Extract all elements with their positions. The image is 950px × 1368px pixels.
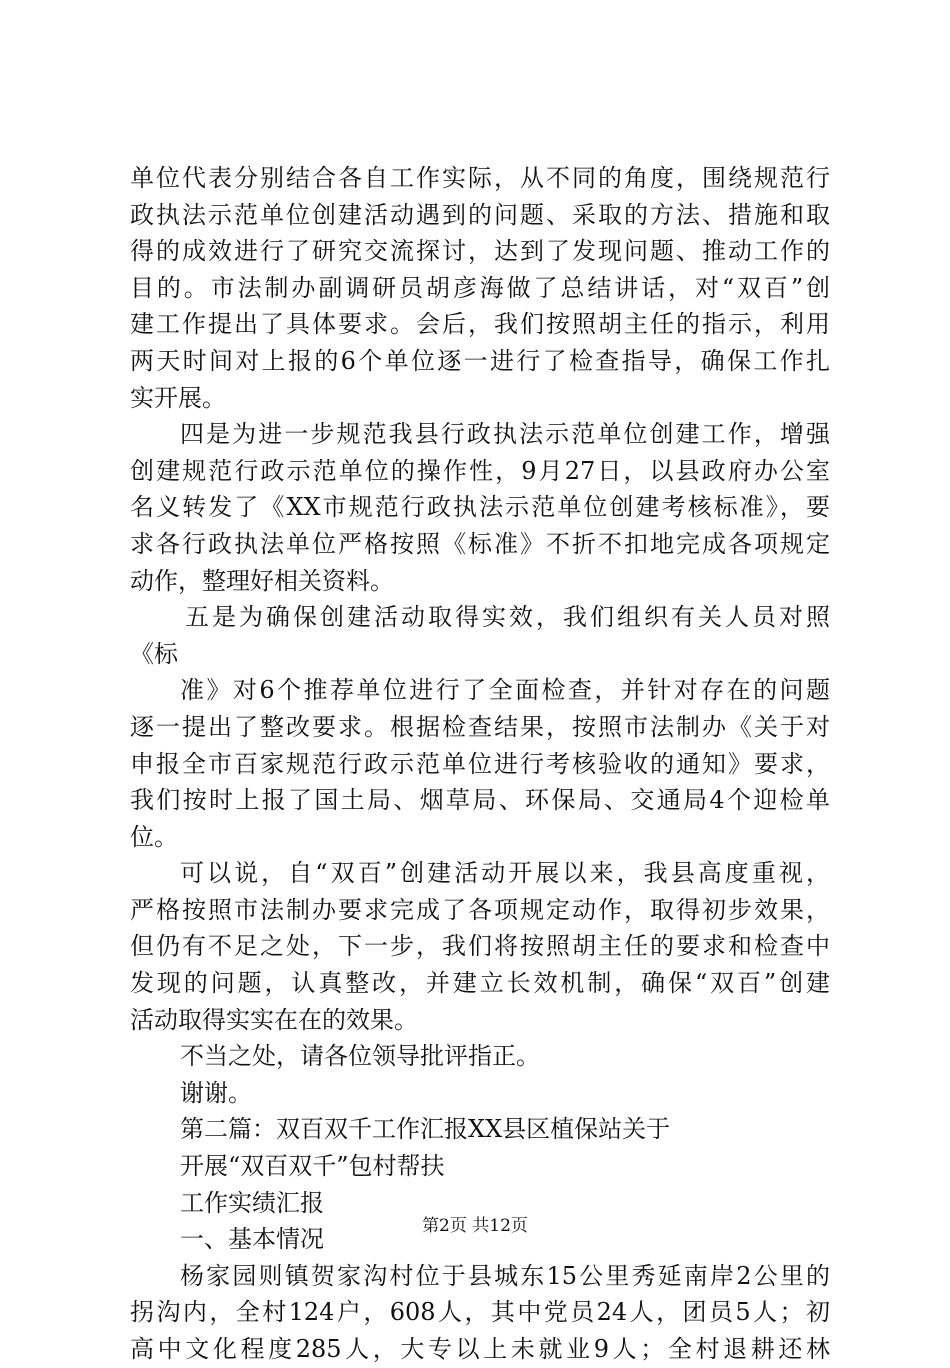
text-line: 谢谢。 <box>180 1078 252 1107</box>
text-line: 建工作提出了具体要求。会后，我们按照胡主任的指示，利用 <box>130 310 830 339</box>
text-line: 政执法示范单位创建活动遇到的问题、采取的方法、措施和取 <box>130 200 830 229</box>
text-line: 四是为进一步规范我县行政执法示范单位创建工作，增强 <box>180 420 830 449</box>
text-line: 两天时间对上报的6个单位逐一进行了检查指导，确保工作扎 <box>130 346 830 375</box>
text-line: 动作，整理好相关资料。 <box>130 566 394 595</box>
page-footer: 第2页 共12页 <box>422 1216 528 1236</box>
text-line: 我们按时上报了国土局、烟草局、环保局、交通局4个迎检单 <box>130 786 830 815</box>
text-line: 不当之处，请各位领导批评指正。 <box>180 1042 540 1071</box>
text-line: 高中文化程度285人，大专以上未就业9人；全村退耕还林 <box>130 1335 830 1363</box>
section-heading: 开展“双百双千”包村帮扶 <box>180 1152 445 1181</box>
text-line: 位。 <box>130 822 178 851</box>
text-line: 发现的问题，认真整改，并建立长效机制，确保“双百”创建 <box>130 969 830 998</box>
text-line: 单位代表分别结合各自工作实际，从不同的角度，围绕规范行 <box>130 164 830 192</box>
text-line: 逐一提出了整改要求。根据检查结果，按照市法制办《关于对 <box>130 712 830 741</box>
text-line: 五是为确保创建活动取得实效，我们组织有关人员对照 <box>185 603 830 632</box>
text-line: 目的。市法制办副调研员胡彦海做了总结讲话，对“双百”创 <box>130 273 830 302</box>
text-line: 活动取得实实在在的效果。 <box>130 1005 418 1034</box>
text-line: 准》对6个推荐单位进行了全面检查，并针对存在的问题 <box>180 676 830 705</box>
text-line: 得的成效进行了研究交流探讨，达到了发现问题、推动工作的 <box>130 237 830 266</box>
text-line: 实开展。 <box>130 383 226 412</box>
text-line: 申报全市百家规范行政示范单位进行考核验收的通知》要求， <box>130 749 830 778</box>
text-line: 杨家园则镇贺家沟村位于县城东15公里秀延南岸2公里的 <box>180 1261 830 1290</box>
section-heading: 工作实绩汇报 <box>180 1188 324 1217</box>
section-heading: 第二篇：双百双千工作汇报XX县区植保站关于 <box>180 1115 671 1144</box>
text-line: 《标 <box>130 639 178 668</box>
body-text <box>130 160 830 1368</box>
text-line: 但仍有不足之处，下一步，我们将按照胡主任的要求和检查中 <box>130 932 830 961</box>
text-line: 拐沟内，全村124户，608人，其中党员24人，团员5人；初 <box>130 1298 830 1327</box>
text-line: 可以说，自“双百”创建活动开展以来，我县高度重视， <box>180 859 830 888</box>
subsection-heading: 一、基本情况 <box>180 1225 324 1254</box>
text-line: 创建规范行政示范单位的操作性，9月27日，以县政府办公室 <box>130 456 830 485</box>
text-line: 名义转发了《XX市规范行政执法示范单位创建考核标准》，要 <box>130 493 830 522</box>
text-line: 严格按照市法制办要求完成了各项规定动作，取得初步效果， <box>130 895 830 924</box>
text-line: 求各行政执法单位严格按照《标准》不折不扣地完成各项规定 <box>130 529 830 558</box>
